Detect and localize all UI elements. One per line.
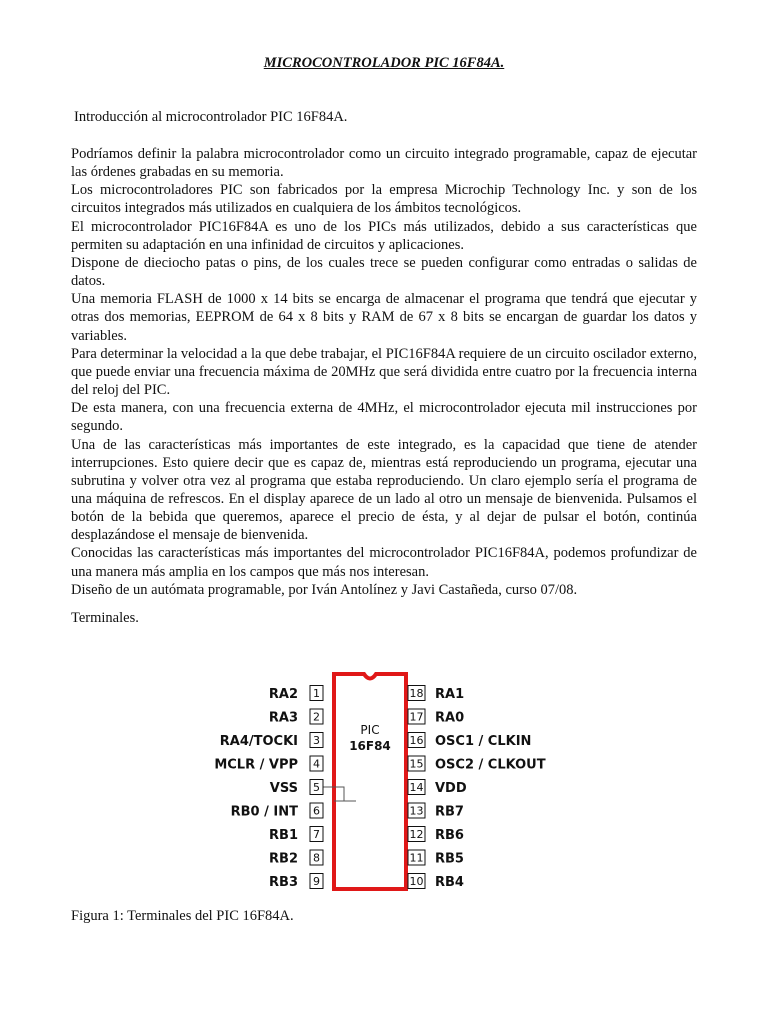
pin-label-left: RB0 / INT: [230, 804, 298, 820]
pin-label-left: RA2: [268, 687, 298, 702]
pin-number: 6: [313, 804, 320, 818]
chip-name-line2: 16F84: [349, 739, 391, 753]
paragraph: Podríamos definir la palabra microcontrolador como un circuito integrado programable, capaz de ejecutar las órdenes grabadas en su memoria.: [71, 146, 697, 181]
pin-label-left: MCLR / VPP: [214, 757, 298, 773]
pin-number: 1: [313, 687, 320, 700]
pin-label-left: RB1: [269, 828, 298, 843]
pin-label-right: VDD: [435, 781, 467, 796]
pin-label-left: RB2: [269, 851, 298, 867]
pin-label-left: RB3: [269, 875, 298, 890]
pin-label-left: VSS: [269, 781, 298, 796]
paragraph: Conocidas las características más importantes del microcontrolador PIC16F84A, podemos profundizar de una manera más amplia en los campos que más nos interesan.: [71, 545, 697, 580]
pin-number: 15: [409, 757, 424, 771]
pin-label-left: RA4/TOCKI: [219, 734, 298, 749]
pin-label-right: OSC2 / CLKOUT: [435, 757, 546, 773]
pin-label-right: RB7: [435, 804, 464, 820]
pin-label-right: RB4: [435, 875, 464, 890]
paragraph: Diseño de un autómata programable, por Iván Antolínez y Javi Castañeda, curso 07/08.: [71, 581, 578, 598]
figure-caption: Figura 1: Terminales del PIC 16F84A.: [71, 908, 294, 924]
pin-number: 14: [409, 781, 424, 794]
page-title: MICROCONTROLADOR PIC 16F84A.: [263, 55, 505, 71]
pin-label-right: OSC1 / CLKIN: [435, 734, 532, 749]
pin-number: 18: [409, 687, 424, 700]
pin-number: 8: [313, 851, 320, 865]
pin-label-right: RA1: [435, 687, 465, 702]
paragraph: Una memoria FLASH de 1000 x 14 bits se encarga de almacenar el programa que tendrá que ejecutar y otras dos memorias, EEPROM de 64 x 8 bits y RAM de 67 x 8 bits se encargan de guardar los datos y variables.: [71, 291, 697, 344]
body-text: [71, 145, 697, 599]
pin-number: 11: [409, 851, 424, 865]
pinout-figure: [206, 662, 552, 908]
pin-number: 16: [409, 734, 424, 747]
paragraph: Para determinar la velocidad a la que debe trabajar, el PIC16F84A requiere de un circuito oscilador externo, que puede enviar una frecuencia máxima de 20MHz que será dividida entre cuatro por la frecuencia interna del reloj del PIC.: [71, 345, 697, 399]
pin-number: 9: [313, 875, 320, 888]
pin-number: 7: [313, 828, 320, 841]
paragraph: Una de las características más importantes de este integrado, es la capacidad que tiene de atender interrupciones. Esto quiere decir que es capaz de, mientras está reproduciendo un programa, ejecutar una subrutina y volver otra vez al programa que estaba reproduciendo. Un claro ejemplo sería el programa de una máquina de refrescos. En el display aparece de un lado al otro un mensaje de bienvenida. Pulsamos el botón de la bebida que queremos, aparece el precio de ésta, y al dejar de pulsar el botón, continúa desplazándose el mensaje de bienvenida.: [71, 436, 697, 544]
pin-label-left: RA3: [268, 710, 298, 726]
pin-number: 2: [313, 710, 320, 724]
paragraph: De esta manera, con una frecuencia externa de 4MHz, el microcontrolador ejecuta mil instrucciones por segundo.: [71, 400, 697, 435]
pin-number: 3: [313, 734, 320, 747]
pin-number: 5: [313, 781, 320, 794]
pin-label-right: RB6: [435, 828, 464, 843]
section-heading: Terminales.: [71, 610, 139, 626]
paragraph: Dispone de dieciocho patas o pins, de los cuales trece se pueden configurar como entradas o salidas de datos.: [71, 254, 697, 290]
pin-number: 17: [409, 710, 424, 724]
pin-number: 12: [409, 828, 424, 841]
chip-outline: [334, 674, 406, 889]
pin-label-right: RB5: [435, 851, 464, 867]
pic-pinout-diagram: [206, 662, 552, 908]
pin-number: 10: [409, 875, 424, 888]
pin-number: 4: [313, 757, 320, 771]
paragraph: El microcontrolador PIC16F84A es uno de los PICs más utilizados, debido a sus características que permiten su adaptación en una infinidad de circuitos y aplicaciones.: [71, 218, 697, 253]
pin-number: 13: [409, 804, 424, 818]
paragraph: Los microcontroladores PIC son fabricados por la empresa Microchip Technology Inc. y son de los circuitos integrados más utilizados en cualquiera de los ámbitos tecnológicos.: [71, 182, 697, 217]
pin-label-right: RA0: [435, 710, 465, 726]
chip-name-line1: PIC: [360, 723, 380, 737]
intro-line: Introducción al microcontrolador PIC 16F84A.: [74, 109, 348, 125]
